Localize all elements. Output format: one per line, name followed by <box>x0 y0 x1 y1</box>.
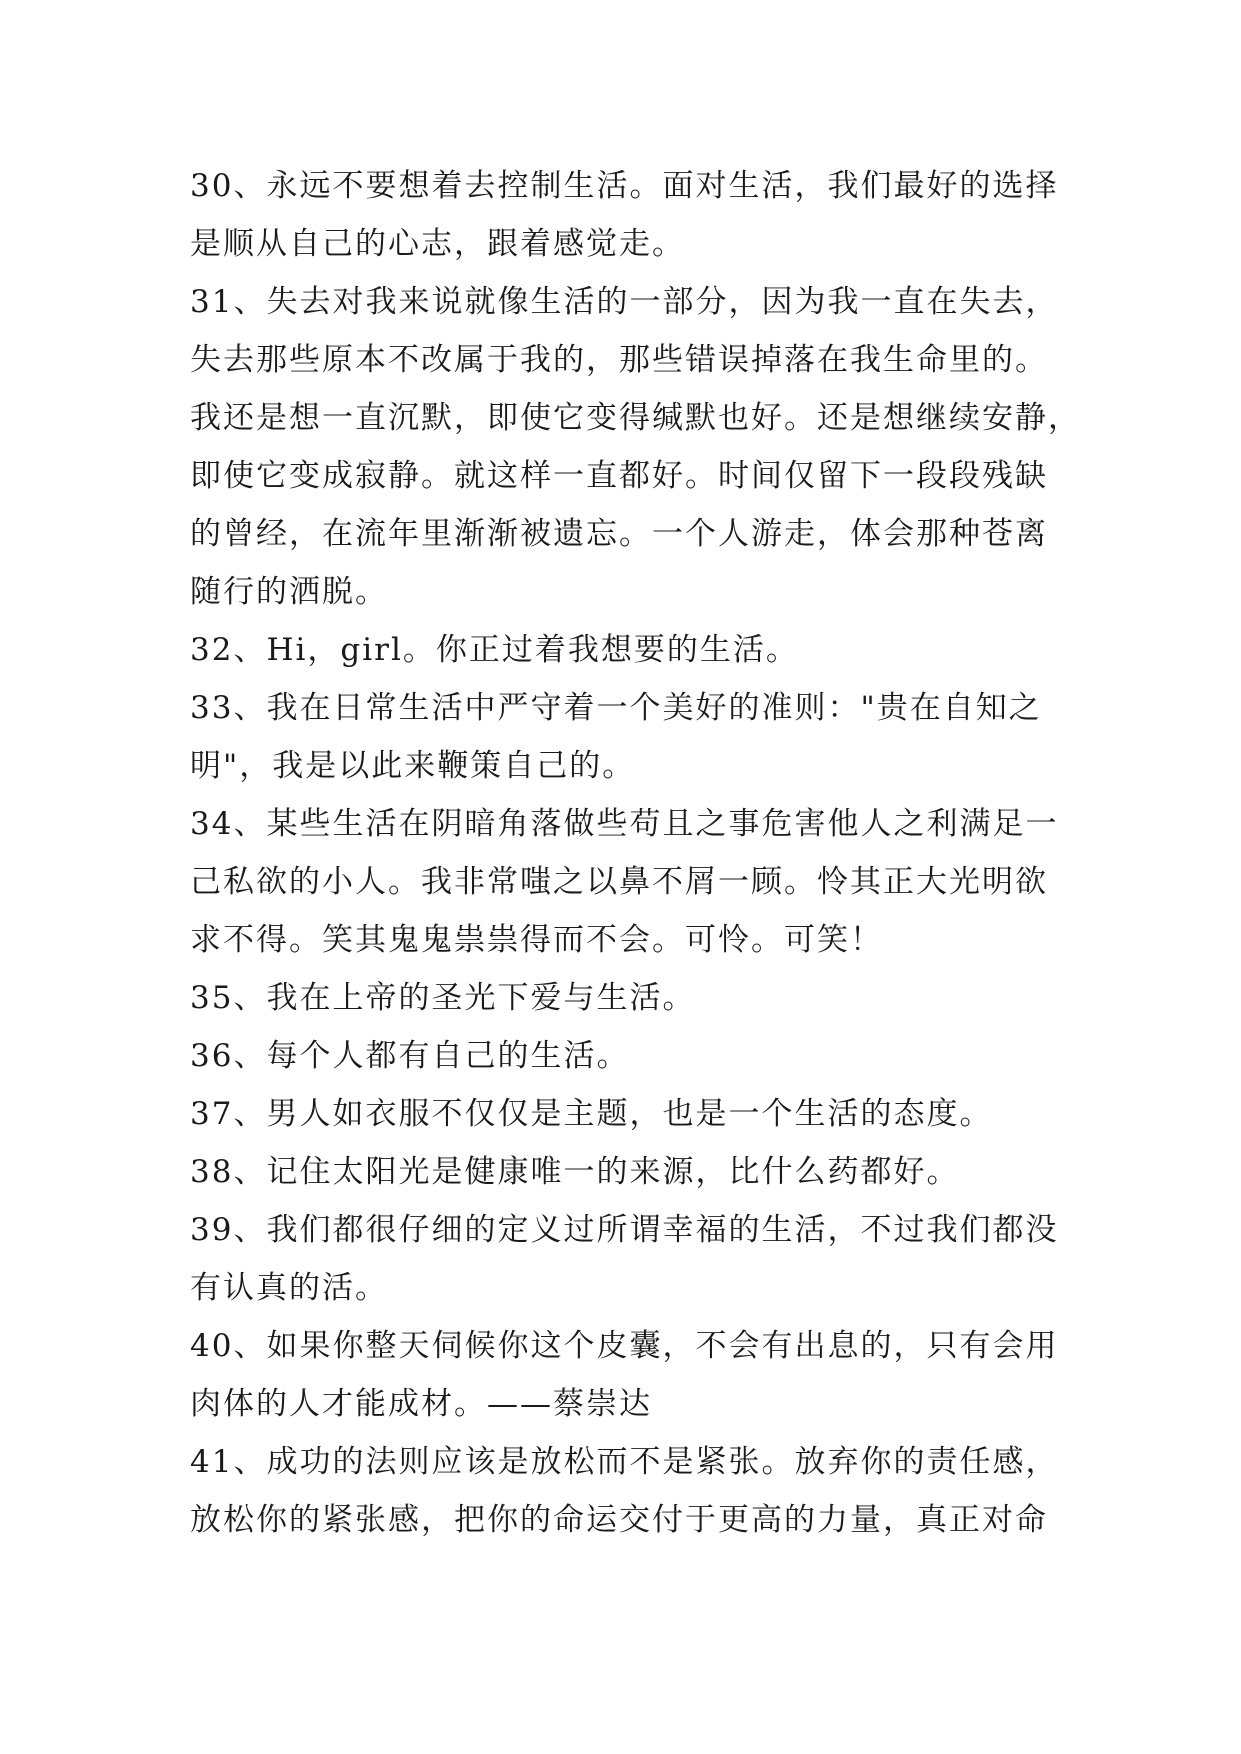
text-line: 32、Hi，girl。你正过着我想要的生活。 <box>190 632 799 668</box>
text-line: 34、某些生活在阴暗角落做些苟且之事危害他人之利满足一 <box>190 806 1059 842</box>
text-line: 失去那些原本不改属于我的，那些错误掉落在我生命里的。 <box>190 342 1048 378</box>
text-line: 37、男人如衣服不仅仅是主题，也是一个生活的态度。 <box>190 1096 993 1132</box>
text-line: 30、永远不要想着去控制生活。面对生活，我们最好的选择 <box>190 168 1059 204</box>
text-line: 随行的洒脱。 <box>190 574 388 610</box>
text-line: 38、记住太阳光是健康唯一的来源，比什么药都好。 <box>190 1154 960 1190</box>
text-line: 35、我在上帝的圣光下爱与生活。 <box>190 980 696 1016</box>
text-line: 36、每个人都有自己的生活。 <box>190 1038 630 1074</box>
text-line: 我还是想一直沉默，即使它变得缄默也好。还是想继续安静， <box>190 400 1081 436</box>
document-body <box>190 157 1081 1549</box>
text-line: 33、我在日常生活中严守着一个美好的准则："贵在自知之 <box>190 690 1042 726</box>
text-line: 己私欲的小人。我非常嗤之以鼻不屑一顾。怜其正大光明欲 <box>190 864 1048 900</box>
text-line: 的曾经，在流年里渐渐被遗忘。一个人游走，体会那种苍离 <box>190 516 1048 552</box>
text-line: 是顺从自己的心志，跟着感觉走。 <box>190 226 685 262</box>
text-line: 求不得。笑其鬼鬼祟祟得而不会。可怜。可笑！ <box>190 922 883 958</box>
text-line: 明"，我是以此来鞭策自己的。 <box>190 748 636 784</box>
text-line: 40、如果你整天伺候你这个皮囊，不会有出息的，只有会用 <box>190 1328 1059 1364</box>
text-line: 即使它变成寂静。就这样一直都好。时间仅留下一段段残缺 <box>190 458 1048 494</box>
text-line: 放松你的紧张感，把你的命运交付于更高的力量，真正对命 <box>190 1502 1048 1538</box>
text-line: 39、我们都很仔细的定义过所谓幸福的生活，不过我们都没 <box>190 1212 1059 1248</box>
text-line: 41、成功的法则应该是放松而不是紧张。放弃你的责任感， <box>190 1444 1059 1480</box>
text-line: 31、失去对我来说就像生活的一部分，因为我一直在失去， <box>190 284 1059 320</box>
text-line: 有认真的活。 <box>190 1270 388 1306</box>
text-line: 肉体的人才能成材。——蔡崇达 <box>190 1386 652 1422</box>
